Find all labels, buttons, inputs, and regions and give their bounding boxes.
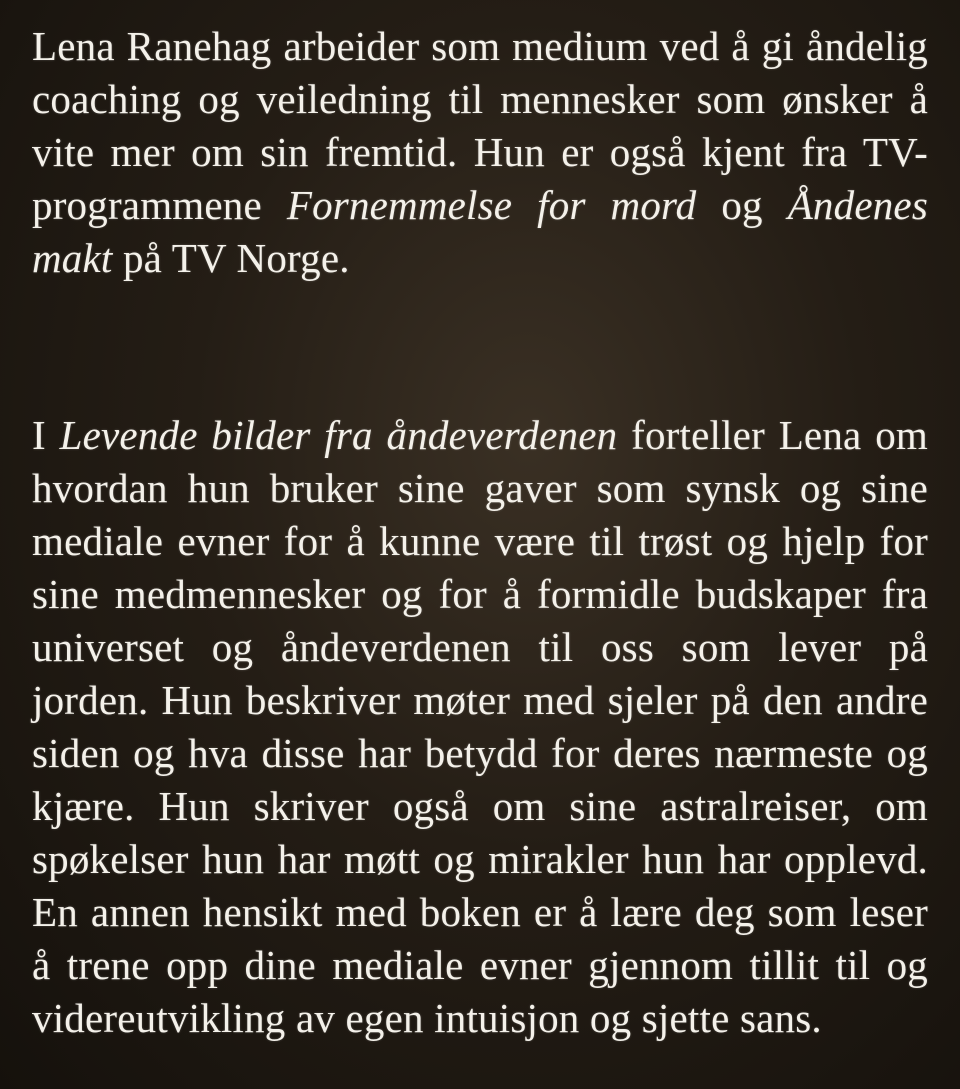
tv-program-title-2: Åndenes makt — [32, 182, 928, 281]
tv-program-title-1: Fornemmelse for mord — [286, 182, 697, 228]
book-description-paragraph — [32, 409, 928, 1045]
description-text-start: I — [32, 412, 60, 458]
author-bio-paragraph — [32, 20, 928, 285]
bio-text-start: Lena Ranehag arbeider som medium ved å gi åndelig coaching og veiledning til mennesker som ønsker å vite mer om sin fremtid. Hun er også kjent fra TV-programmene — [32, 23, 928, 228]
book-title: Levende bilder fra åndeverdenen — [59, 412, 618, 458]
description-text-body: forteller Lena om hvordan hun bruker sine gaver som synsk og sine mediale evner for å kunne være til trøst og hjelp for sine medmennesker og for å formidle budskaper fra universet og åndeverdenen til oss som lever på jorden. Hun beskriver møter med sjeler på den andre siden og hva disse har betydd for deres nærmeste og kjære. Hun skriver også om sine astralreiser, om spøkelser hun har møtt og mirakler hun har opplevd. En annen hensikt med boken er å lære deg som leser å trene opp dine mediale evner gjennom tillit til og videreutvikling av egen intuisjon og sjette sans. — [32, 412, 928, 1041]
bio-text-middle: og — [696, 182, 788, 228]
bio-text-end: på TV Norge. — [112, 235, 350, 281]
